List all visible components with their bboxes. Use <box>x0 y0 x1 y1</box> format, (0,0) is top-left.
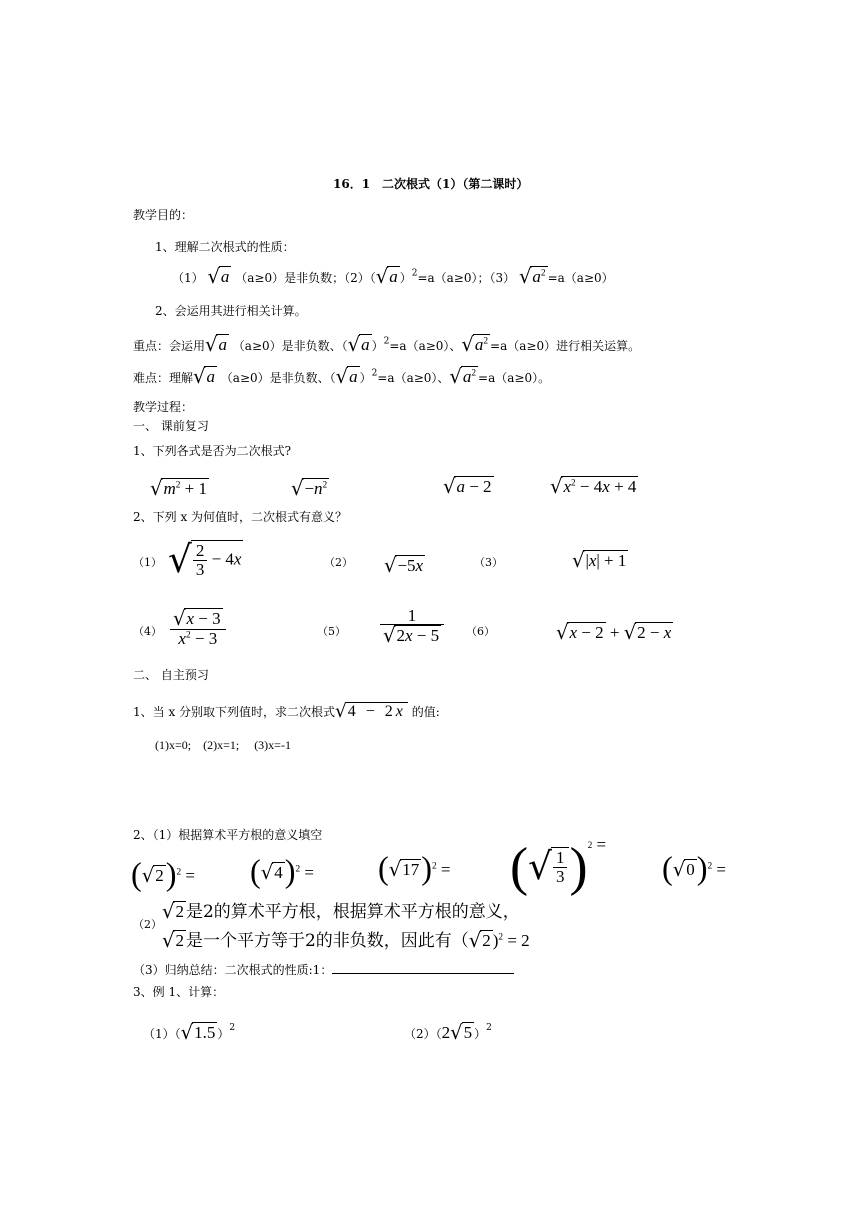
formula-sqrt-neg-5x: √−5x <box>384 553 424 577</box>
formula-sqrt-a: √a <box>207 264 230 288</box>
formula-sqrt-4-minus-2x: √4 − 2x <box>335 700 406 722</box>
formula-sqrt-a-squared: $√a^2$ <box>461 332 489 356</box>
question-1: 1、下列各式是否为二次根式? <box>133 444 292 458</box>
properties-line: （1） √a （a≥0）是非负数；（2）（√a ）$^2$=a（a≥0）；（3） $√a^2 =a(a\ge 0)$ <box>172 264 614 288</box>
objective-1: 1、理解二次根式的性质： <box>155 240 295 254</box>
formula-sqrt-a-2: √a <box>375 264 398 288</box>
objective-2: 2、会运用其进行相关计算。 <box>155 304 307 318</box>
key-point: 重点：会运用√a （a≥0）是非负数、（√a ）$^2$=a（a≥0）、$√a^2 =a(a\ge 0)$进行相关运算。 <box>133 332 641 356</box>
fill-sqrt4-squared: $(√4)^2$ = <box>250 853 314 889</box>
fill-sqrt17-squared: $(√17)^2$ = <box>378 850 451 886</box>
question-3: 1、当 x 分别取下列值时，求二次根式√4 − 2x 的值: <box>133 700 440 722</box>
section-1-heading: 一、 课前复习 <box>133 419 209 433</box>
formula-sqrt-quadratic: $√x^2 - 4x + 4$ <box>550 474 637 498</box>
example-heading: 3、例 1、计算： <box>133 985 225 999</box>
difficulty-point: 难点：理解√a （a≥0）是非负数、（√a ）$^2$=a（a≥0）、$√a^2 =a(a\ge 0)$。 <box>133 364 551 388</box>
formula-sqrt-a: √a <box>205 332 227 356</box>
formula-sqrt-neg-n2: $√-n^2$ <box>291 476 328 500</box>
label-5: （5） <box>317 625 346 638</box>
formula-sqrt-a-squared: $√a^2$ <box>518 264 546 288</box>
formula-sqrt-two-thirds-minus-4x: √ $\frac{2}{3}$ − 4x <box>168 536 242 581</box>
example-2: （2）（2√5 ）$^2$ <box>404 1020 492 1044</box>
formula-sqrt-m2-plus-1: $√m^2 + 1$ <box>150 476 207 500</box>
formula-sqrt-a-minus-2: √a − 2 <box>443 474 492 498</box>
formula-sqrt-abs-x-plus-1: √|x| + 1 <box>572 548 627 572</box>
process-heading: 教学过程： <box>133 400 194 414</box>
fill-sqrt0-squared: $(√0)^2$ = <box>662 850 726 886</box>
formula-sqrt-a-squared: $√a^2$ <box>449 364 477 388</box>
example-1: （1）（√1.5 ）$^2$ <box>143 1020 236 1044</box>
question-4: 2、（1）根据算术平方根的意义填空 <box>133 828 323 842</box>
explanation-label: （2） <box>133 918 162 931</box>
formula-sum-of-roots: √x − 2 + √2 − x <box>556 620 672 644</box>
formula-sqrt-a: √a <box>347 332 370 356</box>
label-2: （2） <box>324 556 353 569</box>
label-6: （6） <box>466 625 495 638</box>
label-4: （4） <box>133 625 162 638</box>
formula-fraction-sqrt-x-minus-3: $\frac{√x - 3}{x^2 - 3}$ <box>170 608 226 647</box>
summary-prompt: （3）归纳总结：二次根式的性质:1： <box>133 962 514 976</box>
objectives-heading: 教学目的： <box>133 208 194 222</box>
formula-one-over-sqrt-2x-minus-5: $\frac{1}{√2x - 5}$ <box>380 607 444 646</box>
answer-blank[interactable] <box>332 962 514 974</box>
formula-sqrt-1-5: √1.5 <box>180 1020 216 1044</box>
page-title: 16．1 二次根式（1）（第二课时） <box>333 177 529 191</box>
question-3-values: (1)x=0; (2)x=1; (3)x=-1 <box>155 738 291 752</box>
section-2-heading: 二、 自主预习 <box>133 668 209 682</box>
fill-sqrt-one-third-squared: (√ $\frac{1}{3}$ )$^2$ = <box>510 835 607 897</box>
formula-sqrt-a: √a <box>193 364 215 388</box>
label-3: （3） <box>474 556 503 569</box>
question-2: 2、下列 x 为何值时，二次根式有意义？ <box>133 510 348 524</box>
label-1: （1） <box>133 556 162 569</box>
formula-sqrt-a: √a <box>335 364 358 388</box>
explanation-line-1: √2 是2的算术平方根，根据算术平方根的意义， <box>162 899 520 923</box>
explanation-line-2: √2 是一个平方等于2的非负数，因此有（√2 )$^2$ = 2 <box>162 928 530 952</box>
formula-2-sqrt-5: 2√5 <box>441 1020 473 1044</box>
fill-sqrt2-squared: $(√2)^2$ = <box>131 856 195 892</box>
